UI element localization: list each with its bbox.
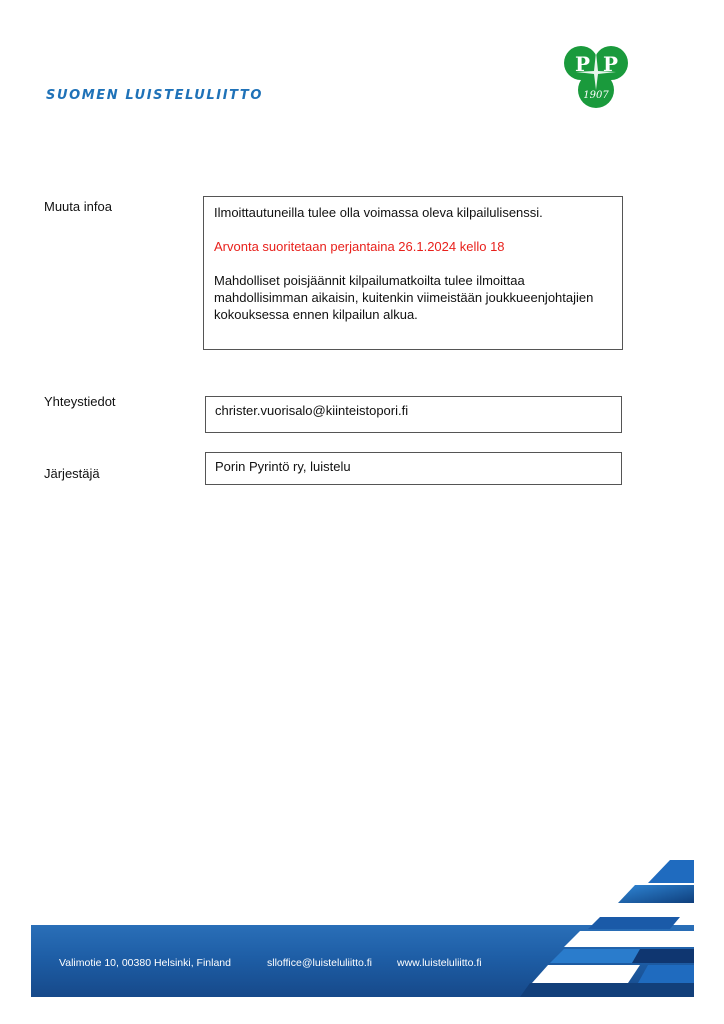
organizer-value: Porin Pyrintö ry, luistelu [215,459,351,474]
footer-email-link[interactable]: slloffice@luisteluliitto.fi [267,957,373,969]
info-label: Muuta infoa [44,199,112,214]
contact-label: Yhteystiedot [44,394,116,409]
club-logo [560,38,632,110]
clover-logo-icon [560,38,632,110]
footer-website-link[interactable]: www.luisteluliitto.fi [397,957,482,969]
organizer-label: Järjestäjä [44,466,100,481]
license-note: Ilmoittautuneilla tulee olla voimassa oleva kilpailulisenssi. [214,205,543,220]
svg-text:P: P [575,52,591,76]
contact-box [205,396,622,433]
info-box [203,196,623,350]
organizer-box [205,452,622,485]
draw-note: Arvonta suoritetaan perjantaina 26.1.2024 kello 18 [214,239,505,254]
footer-address: Valimotie 10, 00380 Helsinki, Finland [59,957,231,969]
withdrawal-note: Mahdolliset poisjäännit kilpailumatkoilta tulee ilmoittaa mahdollisimman aikaisin, kuitenkin viimeistään joukkueenjohtajien kokouksessa ennen kilpailun alkua. [214,273,594,322]
footer-decoration-graphic [520,855,700,1000]
svg-text:P: P [603,52,619,76]
contact-email: christer.vuorisalo@kiinteistopori.fi [215,403,409,418]
organization-name: SUOMEN LUISTELULIITTO [46,88,264,103]
logo-year: 1907 [583,90,609,101]
